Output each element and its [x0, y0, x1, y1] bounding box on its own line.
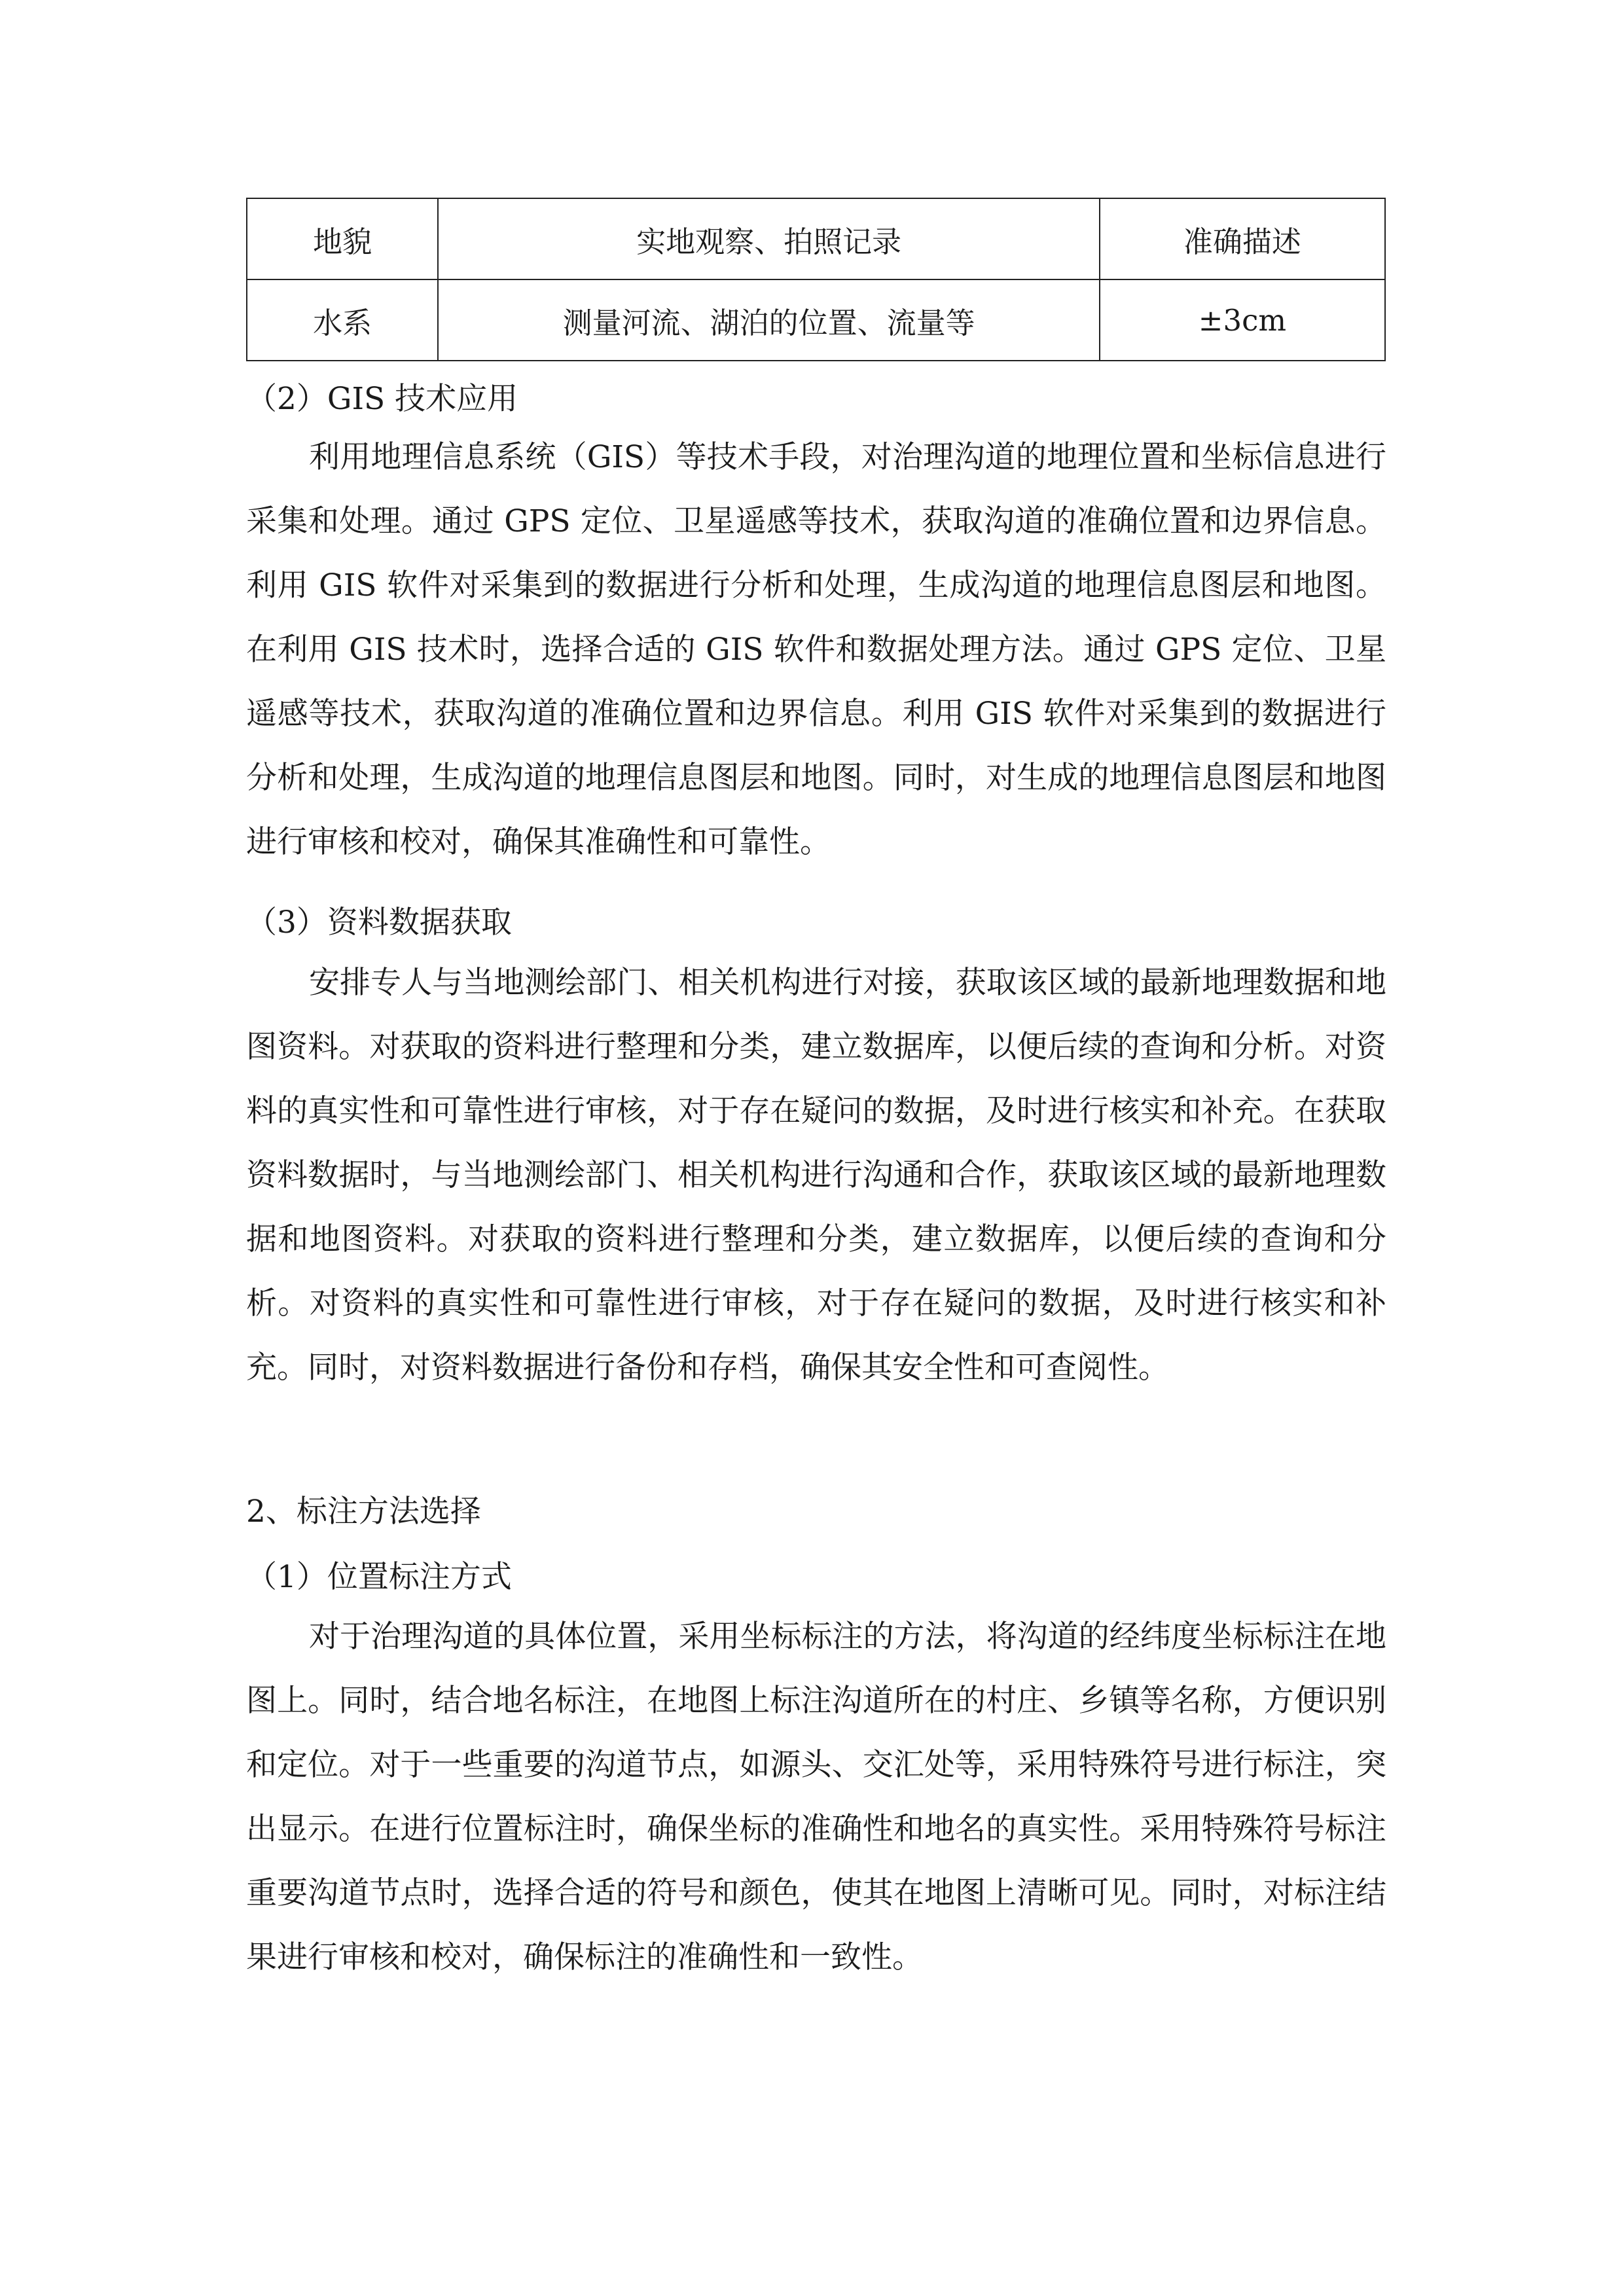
data-paragraph: 安排专人与当地测绘部门、相关机构进行对接，获取该区域的最新地理数据和地图资料。对获取的资料进行整理和分类，建立数据库，以便后续的查询和分析。对资料的真实性和可靠性进行审核，对于存在疑问的数据，及时进行核实和补充。在获取资料数据时，与当地测绘部门、相关机构进行沟通和合作，获取该区域的最新地理数据和地图资料。对获取的资料进行整理和分类，建立数据库，以便后续的查询和分析。对资料的真实性和可靠性进行审核，对于存在疑问的数据，及时进行核实和补充。同时，对资料数据进行备份和存档，确保其安全性和可查阅性。	[246, 965, 1386, 1386]
table-cell-accuracy: ±3cm	[1100, 279, 1385, 361]
table-cell-accuracy: 准确描述	[1100, 198, 1385, 279]
gis-section-heading: （2）GIS 技术应用	[246, 381, 518, 417]
data-section-heading: （3）资料数据获取	[246, 905, 512, 941]
table-cell-item: 水系	[247, 279, 438, 361]
method-section-heading: 2、标注方法选择	[246, 1494, 481, 1530]
position-paragraph: 对于治理沟道的具体位置，采用坐标标注的方法，将沟道的经纬度坐标标注在地图上。同时，结合地名标注，在地图上标注沟道所在的村庄、乡镇等名称，方便识别和定位。对于一些重要的沟道节点，如源头、交汇处等，采用特殊符号进行标注，突出显示。在进行位置标注时，确保坐标的准确性和地名的真实性。采用特殊符号标注重要沟道节点时，选择合适的符号和颜色，使其在地图上清晰可见。同时，对标注结果进行审核和校对，确保标注的准确性和一致性。	[246, 1619, 1386, 1975]
table-cell-item: 地貌	[247, 198, 438, 279]
gis-paragraph: 利用地理信息系统（GIS）等技术手段，对治理沟道的地理位置和坐标信息进行采集和处理。通过 GPS 定位、卫星遥感等技术，获取沟道的准确位置和边界信息。利用 GIS 软件对采集到的数据进行分析和处理，生成沟道的地理信息图层和地图。在利用 GIS 技术时，选择合适的 GIS 软件和数据处理方法。通过 GPS 定位、卫星遥感等技术，获取沟道的准确位置和边界信息。利用 GIS 软件对采集到的数据进行分析和处理，生成沟道的地理信息图层和地图。同时，对生成的地理信息图层和地图进行审核和校对，确保其准确性和可靠性。	[246, 439, 1386, 860]
table-cell-method: 测量河流、湖泊的位置、流量等	[438, 279, 1099, 361]
table-row	[247, 279, 1385, 361]
survey-table	[246, 198, 1386, 361]
position-section-heading: （1）位置标注方式	[246, 1559, 512, 1595]
table-cell-method: 实地观察、拍照记录	[438, 198, 1099, 279]
table-row	[247, 198, 1385, 279]
